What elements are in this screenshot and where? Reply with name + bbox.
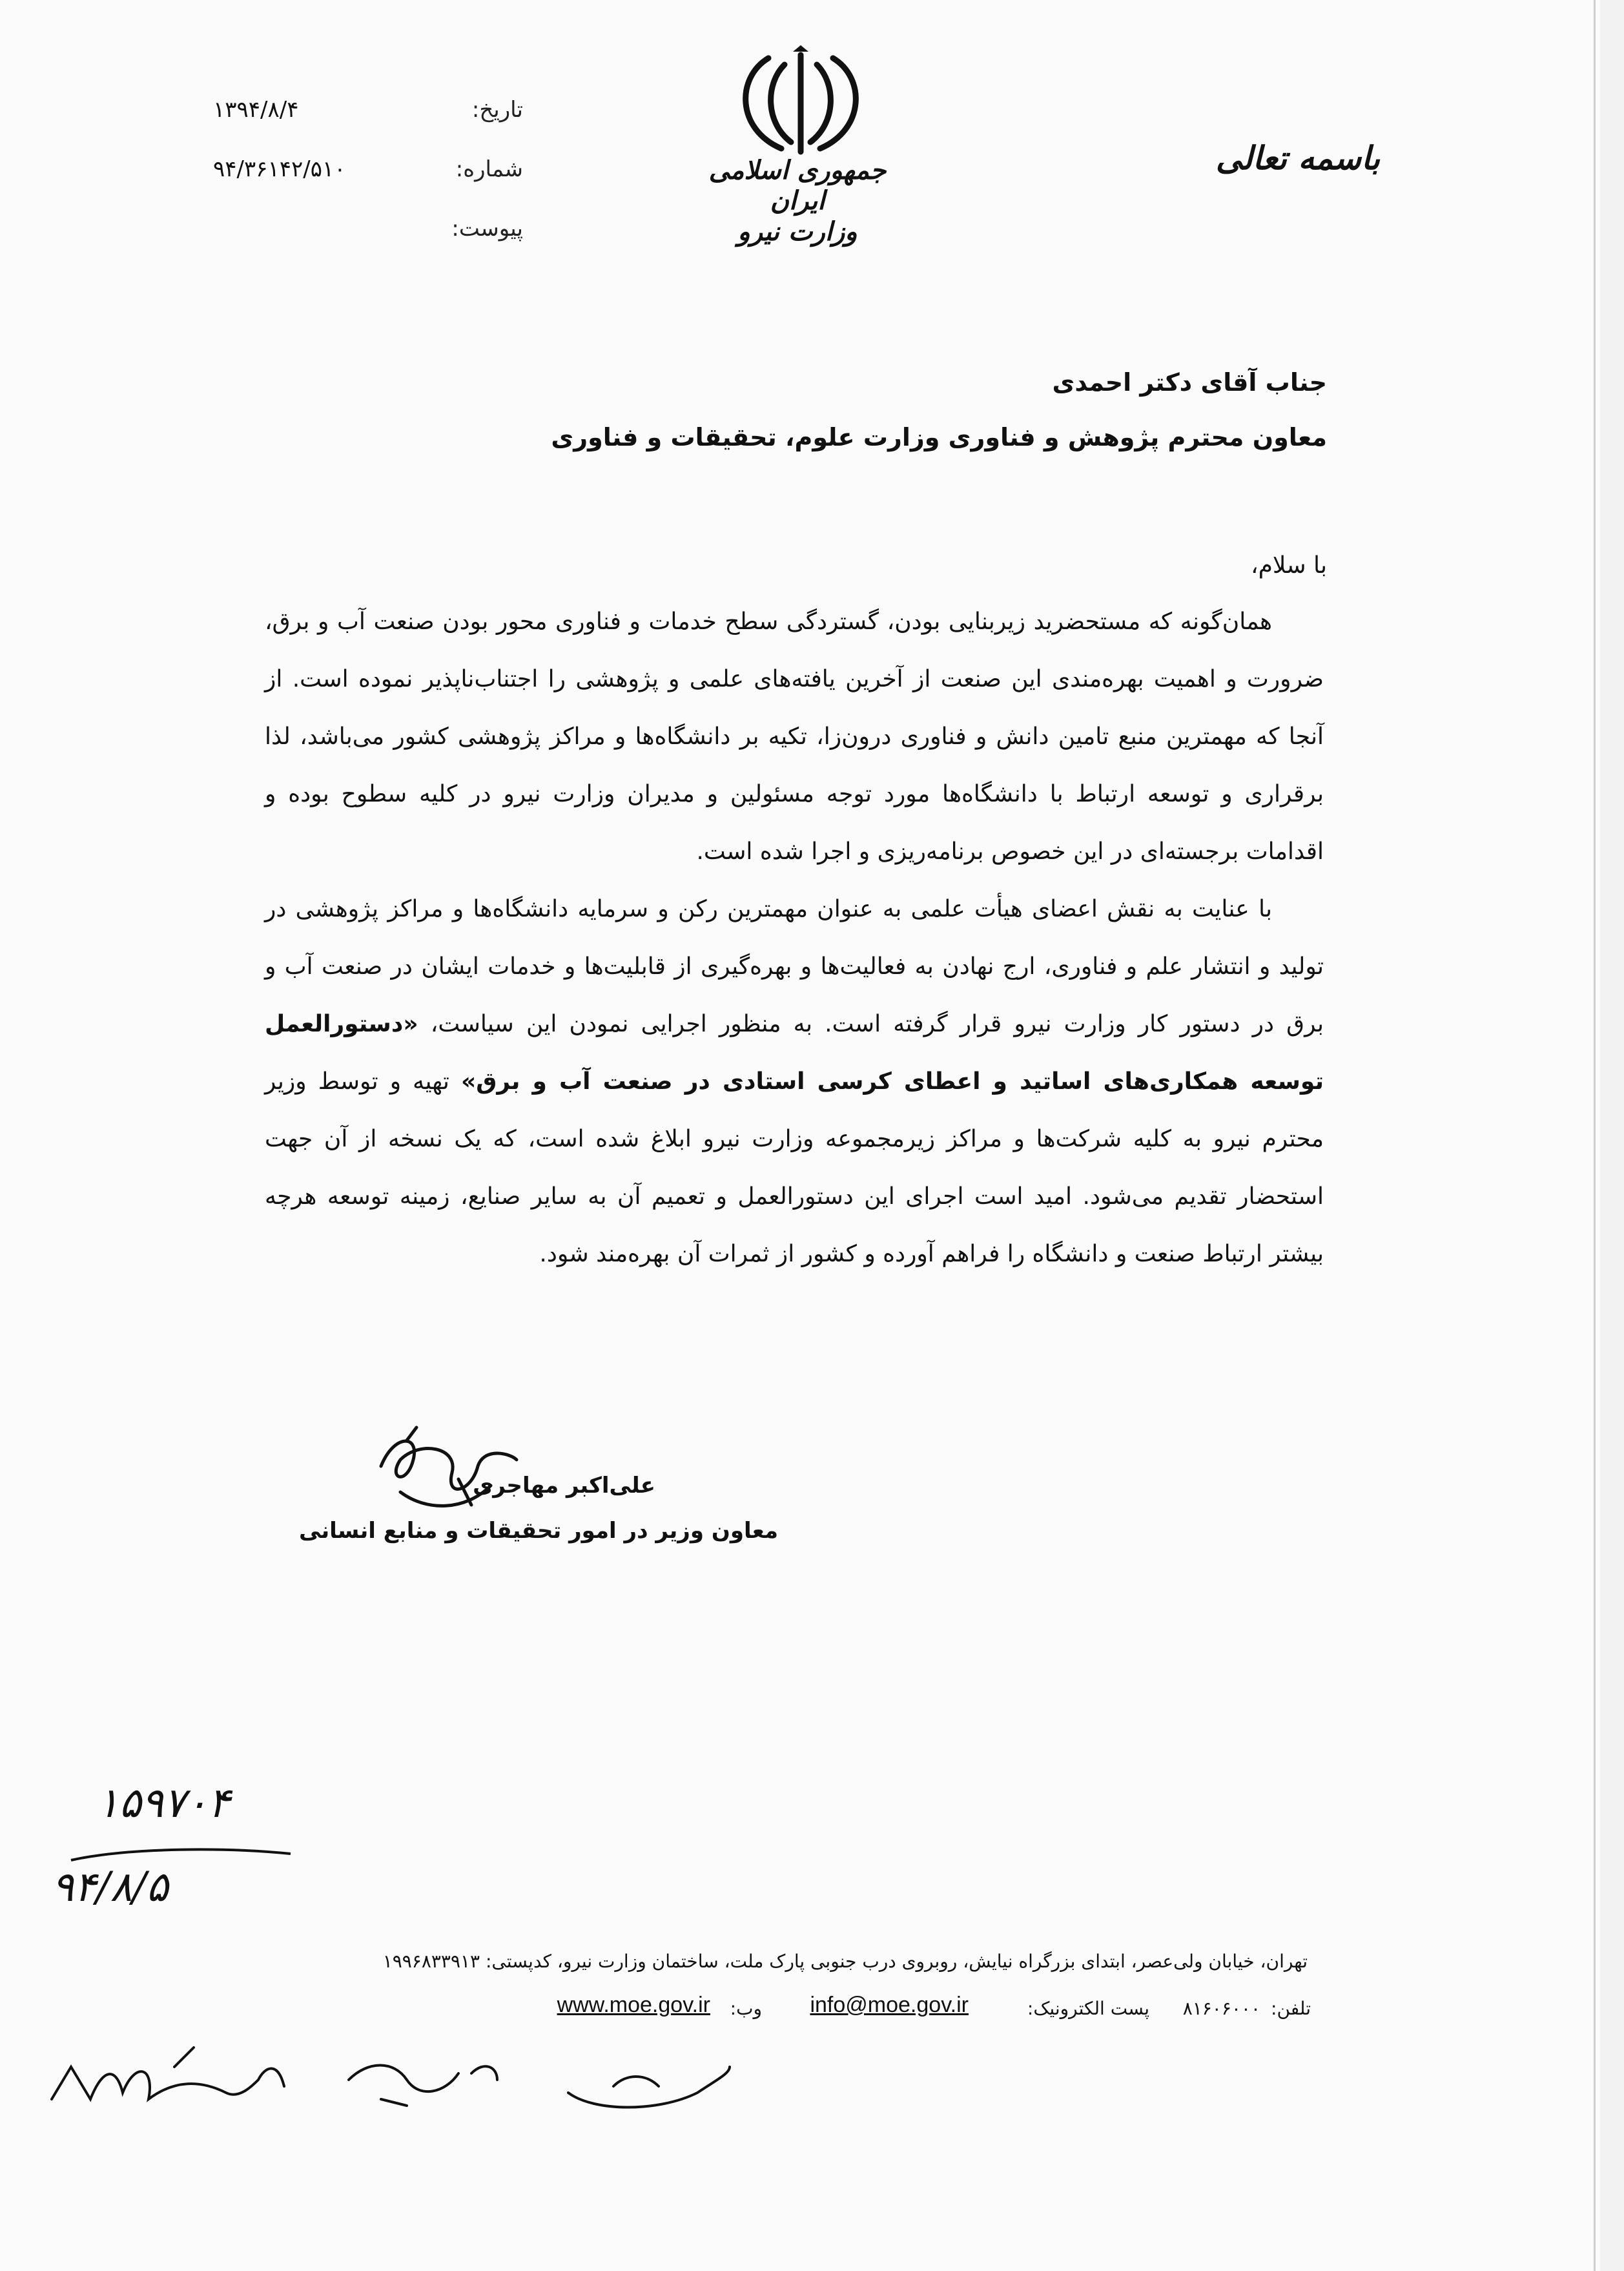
basmala: باسمه تعالی	[1215, 139, 1381, 177]
phone-label: تلفن:	[1271, 1998, 1311, 2019]
email-label: پست الکترونیک:	[1027, 1998, 1149, 2019]
footer-contact	[362, 1993, 1311, 2025]
page-edge-line	[1594, 0, 1596, 2271]
signer-title: معاون وزیر در امور تحقیقات و منابع انسانی	[298, 1518, 778, 1544]
handwritten-number: ۱۵۹۷۰۴	[97, 1779, 231, 1827]
body-paragraph-1: همان‌گونه که مستحضرید زیربنایی بودن، گستردگی سطح خدمات و فناوری محور بودن صنعت آب و برق، ضرورت و اهمیت بهره‌مندی این صنعت از آخرین یافته‌های علمی و پژوهشی را اجتناب‌ناپذیر نموده است. از آنجا که مهمترین منبع تامین دانش و فناوری درون‌زا، تکیه بر دانشگاه‌ها و مراکز پژوهشی کشور می‌باشد، لذا برقراری و توسعه ارتباط با دانشگاه‌ها مورد توجه مسئولین و مدیران وزارت نیرو در کلیه سطوح بوده و اقدامات برجسته‌ای در این خصوص برنامه‌ریزی و اجرا شده است.	[265, 608, 1324, 865]
government-name: جمهوری اسلامی ایران	[708, 155, 887, 216]
footer-address: تهران، خیابان ولی‌عصر، ابتدای بزرگراه نیایش، روبروی درب جنوبی پارک ملت، ساختمان وزارت نیرو، کدپستی: ۱۹۹۶۸۳۳۹۱۳	[382, 1951, 1308, 1972]
handwritten-underline	[65, 1841, 297, 1867]
number-value: ۹۴/۳۶۱۴۲/۵۱۰	[213, 156, 346, 182]
attachment-label: پیوست:	[451, 216, 523, 242]
signer-name: علی‌اکبر مهاجری	[473, 1473, 655, 1498]
number-label: شماره:	[455, 156, 523, 182]
date-value: ۱۳۹۴/۸/۴	[213, 97, 299, 123]
number-row	[213, 156, 523, 216]
directive-title: «دستورالعمل توسعه همکاری‌های اساتید و اعطای کرسی استادی در صنعت آب و برق»	[265, 1011, 1324, 1095]
addressee-name: جناب آقای دکتر احمدی	[1052, 368, 1327, 397]
attachment-row	[213, 216, 523, 275]
handwritten-scribbles	[45, 2041, 768, 2131]
body-paragraph-2-end: تهیه و توسط وزیر محترم نیرو به کلیه شرکت‌ها و مراکز زیرمجموعه وزارت نیرو ابلاغ شده است، که یک نسخه از آن جهت استحضار تقدیم می‌شود. امید است اجرای این دستورالعمل و تعمیم آن به سایر صنایع، زمینه توسعه هرچه بیشتر ارتباط صنعت و دانشگاه را فراهم آورده و کشور از ثمرات آن بهره‌مند شود.	[265, 1068, 1324, 1267]
letter-body	[265, 593, 1324, 1283]
handwritten-date: ۹۴/۸/۵	[52, 1863, 169, 1911]
website-link[interactable]: www.moe.gov.ir	[557, 1993, 710, 2017]
addressee-title: معاون محترم پژوهش و فناوری وزارت علوم، تحقیقات و فناوری	[551, 423, 1327, 451]
page-margin	[1600, 0, 1624, 2271]
phone-number: ۸۱۶۰۶۰۰۰	[1182, 1998, 1260, 2019]
date-label: تاریخ:	[471, 97, 523, 123]
ministry-name: وزارت نیرو	[737, 216, 858, 247]
web-label: وب:	[730, 1998, 762, 2019]
iran-emblem-icon	[723, 45, 878, 161]
body-paragraph-2	[265, 880, 1324, 1283]
letter-meta	[213, 97, 523, 275]
body-paragraph-2-start: با عنایت به نقش اعضای هیأت علمی به عنوان مهمترین رکن و سرمایه دانشگاه‌ها و مراکز پژوهشی در تولید و انتشار علم و فناوری، ارج نهادن به فعالیت‌ها و بهره‌گیری از قابلیت‌ها و خدمات ایشان در صنعت آب و برق در دستور کار وزارت نیرو قرار گرفته است. به منظور اجرایی نمودن این سیاست،	[265, 896, 1324, 1037]
date-row	[213, 97, 523, 156]
email-link[interactable]: info@moe.gov.ir	[810, 1993, 969, 2017]
greeting: با سلام،	[1251, 552, 1327, 579]
